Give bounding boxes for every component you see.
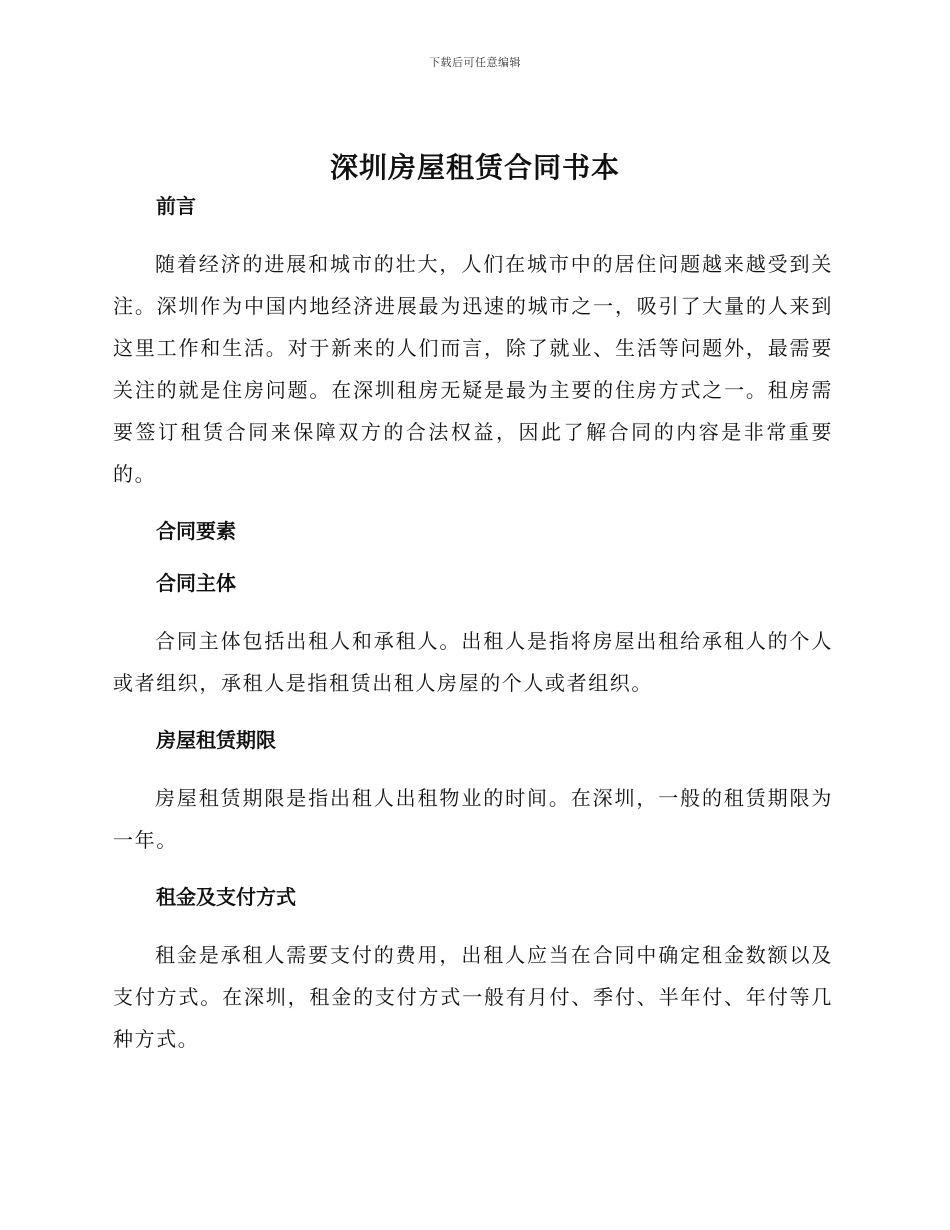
section-heading-lease-term: 房屋租赁期限: [156, 728, 276, 752]
paragraph-lease-term: 房屋租赁期限是指出租人出租物业的时间。在深圳，一般的租赁期限为一年。: [113, 786, 833, 852]
paragraph-rent-payment: 租金是承租人需要支付的费用，出租人应当在合同中确定租金数额以及支付方式。在深圳，租金的支付方式一般有月付、季付、半年付、年付等几种方式。: [113, 943, 833, 1051]
section-heading-rent-payment: 租金及支付方式: [156, 885, 296, 909]
section-lease-term: [113, 724, 833, 861]
section-contract-elements: [113, 515, 833, 547]
section-heading-preface: 前言: [156, 194, 196, 218]
section-preface: [113, 190, 833, 495]
section-contract-parties: [113, 567, 833, 704]
section-heading-contract-elements: 合同要素: [156, 519, 236, 543]
paragraph-preface: 随着经济的进展和城市的壮大，人们在城市中的居住问题越来越受到关注。深圳作为中国内地经济进展最为迅速的城市之一，吸引了大量的人来到这里工作和生活。对于新来的人们而言，除了就业、生活等问题外，最需要关注的就是住房问题。在深圳租房无疑是最为主要的住房方式之一。租房需要签订租赁合同来保障双方的合法权益，因此了解合同的内容是非常重要的。: [113, 252, 833, 486]
page-header-note: 下载后可任意编辑: [429, 56, 521, 69]
paragraph-contract-parties: 合同主体包括出租人和承租人。出租人是指将房屋出租给承租人的个人或者组织，承租人是指租赁出租人房屋的个人或者组织。: [113, 629, 833, 695]
section-rent-payment: [113, 881, 833, 1060]
section-heading-contract-parties: 合同主体: [156, 571, 236, 595]
document-body: [113, 190, 833, 1060]
document-title: 深圳房屋租赁合同书本: [329, 151, 620, 184]
